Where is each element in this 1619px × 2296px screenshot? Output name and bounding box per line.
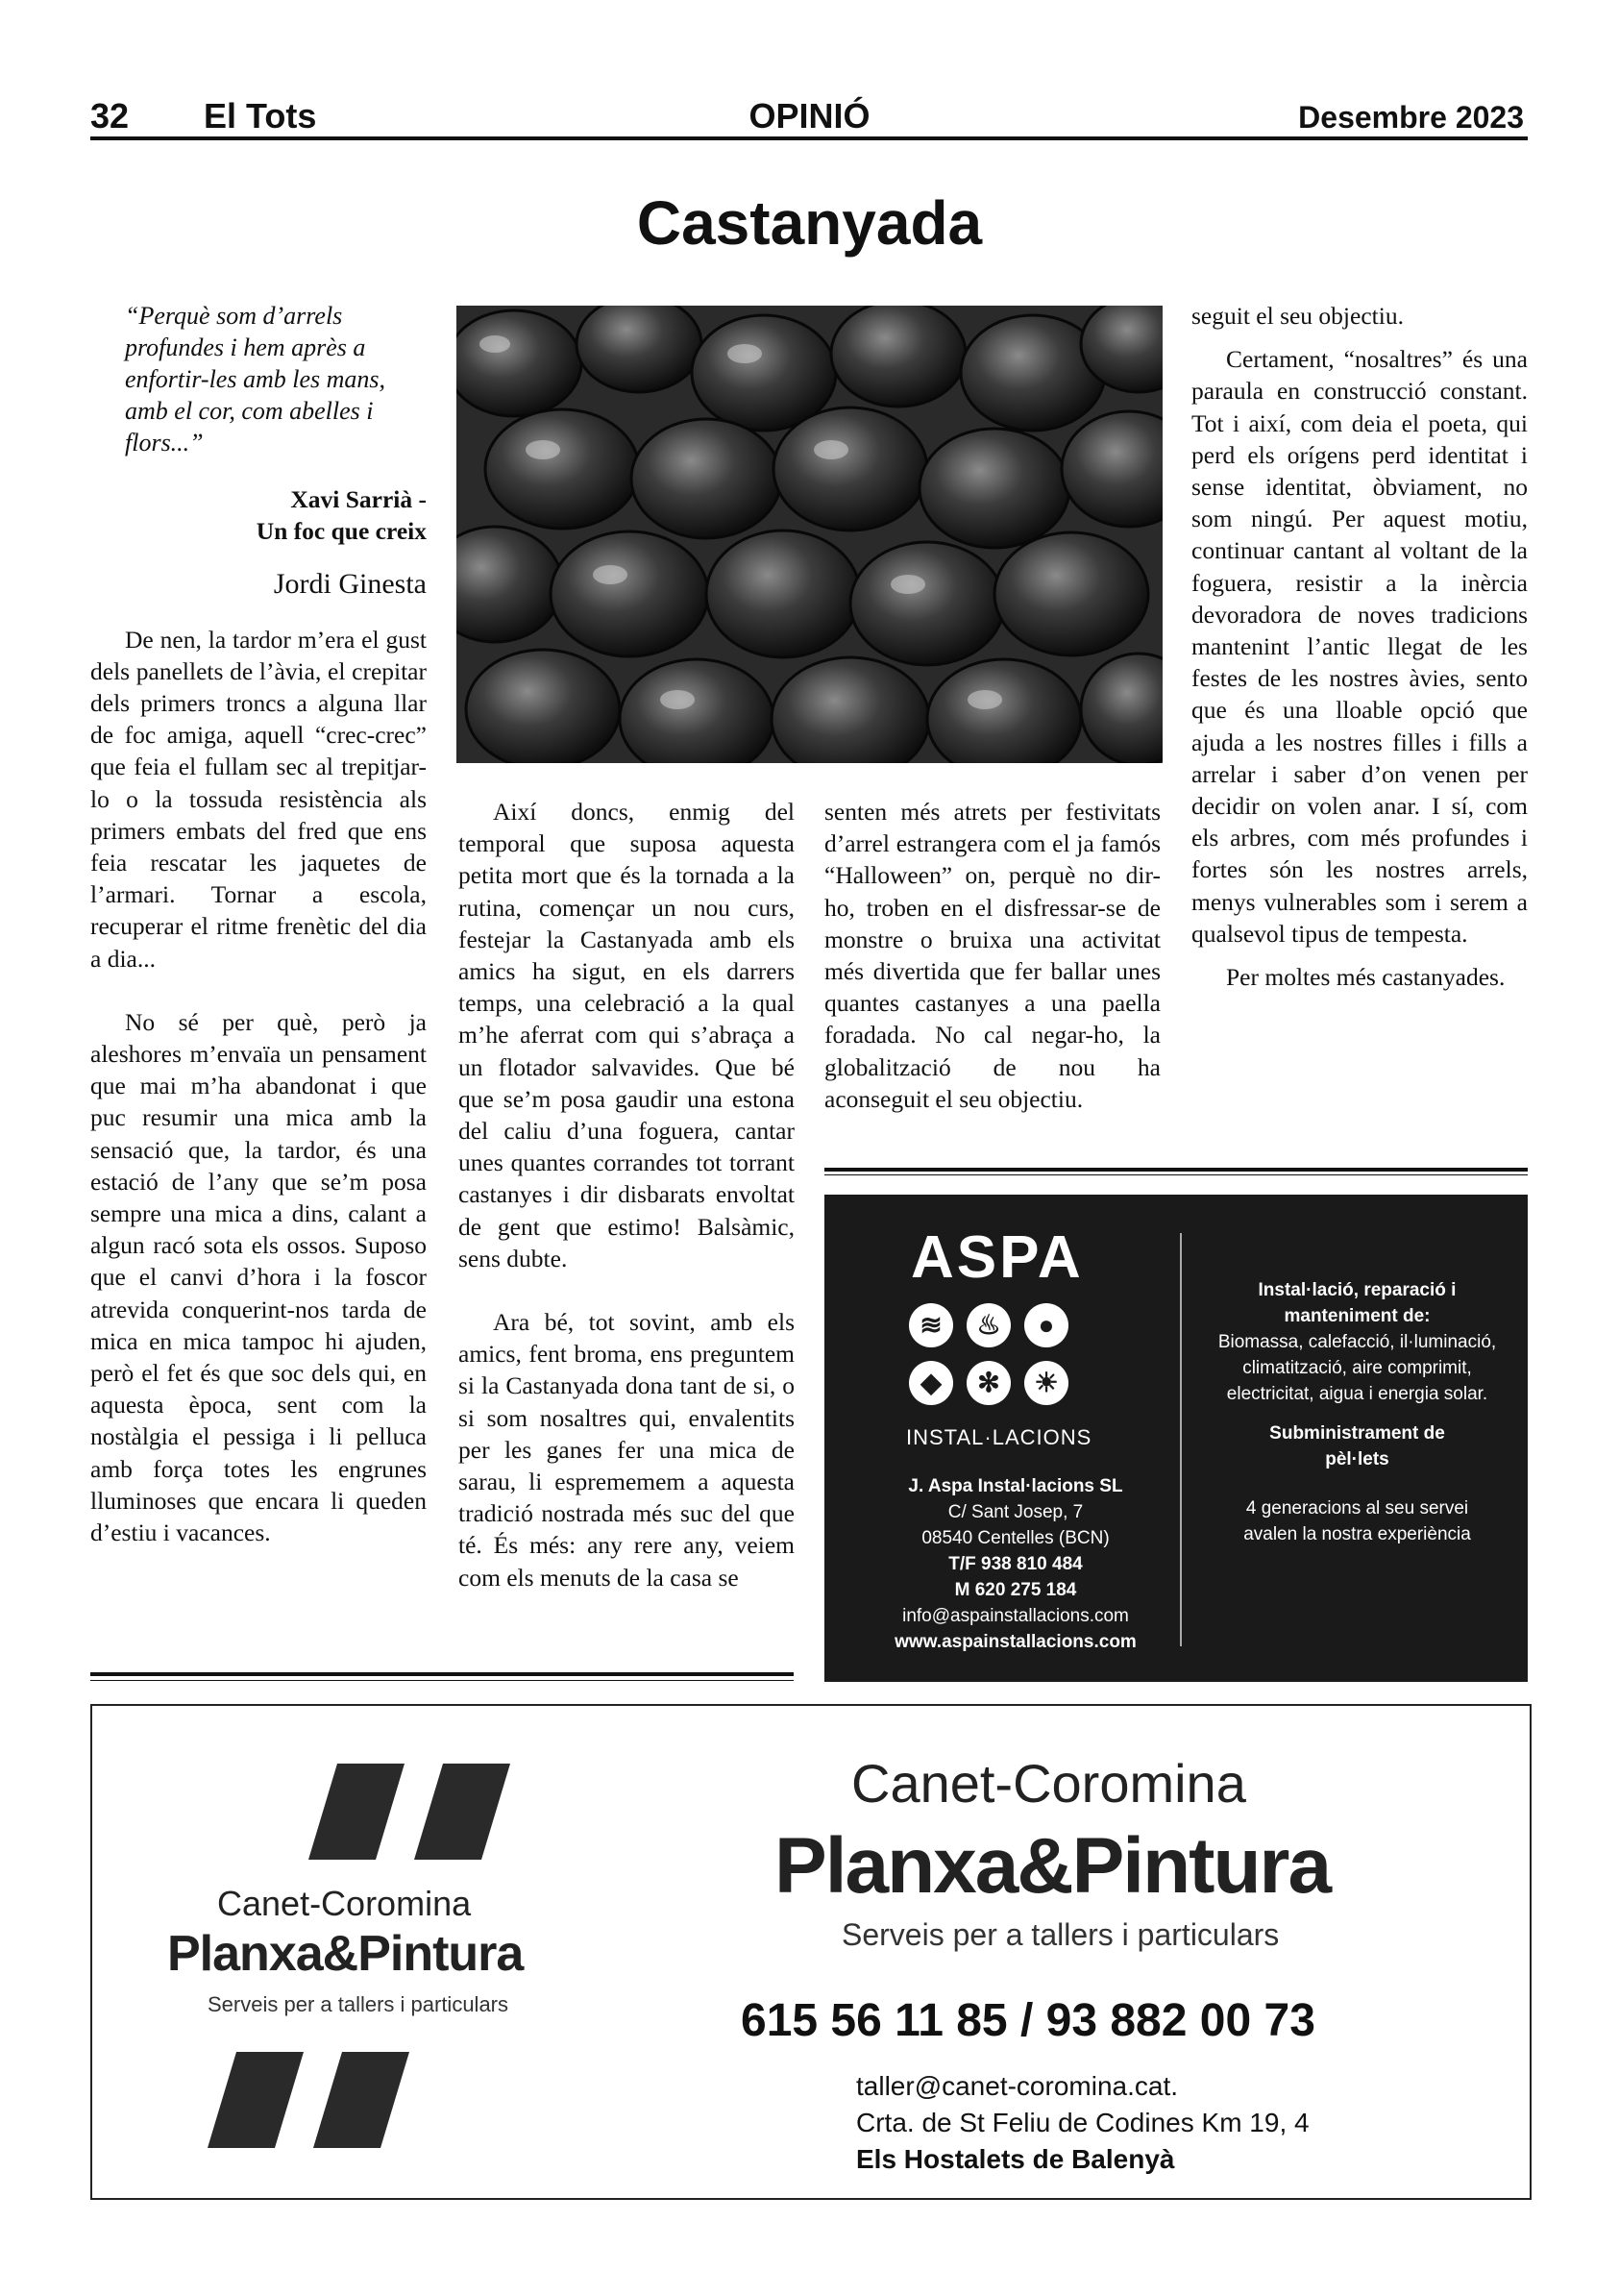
canet-address: Crta. de St Feliu de Codines Km 19, 4: [856, 2108, 1310, 2137]
stripes-icon: [308, 1764, 520, 1860]
paragraph: Certament, “nosaltres” és una paraula en construcció constant. Tot i així, com deia el poeta, qui perd els orígens perd identitat i sense identitat, òbviament, no som ningú. Per aquest motiu, continuar cantant al voltant de la foguera, resistir a la inèrcia devoradora de noves tradicions mantenint l’antic llegat de les festes de les nostres àvies, sento que és una lloable opció que ajuda a les nostres filles i fills a arrelar i saber d’on venen per decidir on volen anar. I sí, com els arbres, com més profundes i fortes són les nostres arrels, menys vulnerables som i serem a qualsevol tipus de tempesta.: [1191, 345, 1528, 948]
aspa-advertisement[interactable]: [824, 1195, 1528, 1682]
article-column-2: [458, 796, 795, 1625]
page-number: 32: [90, 96, 130, 136]
company-name: Canet-Coromina: [851, 1753, 1246, 1814]
article-title: Castanyada: [636, 188, 983, 258]
aspa-subtitle: INSTAL·LACIONS: [906, 1425, 1092, 1449]
aspa-mobile: M 620 275 184: [954, 1580, 1077, 1600]
article-column-4: [1191, 300, 1528, 1025]
aspa-divider: [1180, 1233, 1182, 1646]
canet-coromina-advertisement[interactable]: [90, 1704, 1532, 2200]
aspa-phone: T/F 938 810 484: [948, 1554, 1083, 1574]
flame-icon: ♨: [967, 1303, 1011, 1347]
aspa-contact: [842, 1473, 1190, 1655]
section-rule: [90, 1672, 794, 1676]
byline: Jordi Ginesta: [273, 568, 427, 601]
small-brand: Planxa&Pintura: [167, 1926, 524, 1982]
aspa-icons-row-1: [909, 1303, 1068, 1347]
section-rule-thin: [90, 1680, 794, 1681]
column-rule-thin: [824, 1174, 1528, 1175]
epigraph-author: Xavi Sarrià -: [290, 485, 427, 513]
paragraph: Així doncs, enmig del temporal que suposa aquesta petita mort que és la tornada a la rutina, començar un nou curs, festejar la Castanyada amb els amics ha sigut, en els darrers temps, una celebració a la qual m’he aferrat com qui s’abraça a un flotador salvavides. Que bé que se’m posa gaudir una estona del caliu d’una foguera, cantar unes quantes corrandes tot torrant castanyes i dir disbarats envoltat de gent que estimo! Balsàmic, sens dubte.: [458, 798, 795, 1272]
water-drop-icon: ◆: [909, 1361, 953, 1405]
article-column-1: [90, 300, 427, 1580]
small-tagline: Serveis per a tallers i particulars: [208, 1992, 509, 2016]
canet-town: Els Hostalets de Balenyà: [856, 2144, 1175, 2174]
paragraph: No sé per què, però ja aleshores m’envaïa un pensament que mai m’ha abandonat i que puc resumir una mica amb la sensació que, la tardor, és una estació de l’any que se’m posa sempre una mica a dins, calant a algun racó sota els ossos. Suposo que el canvi d’hora i la foscor atrevida conquerint-nos tarda de mica en mica tampoc hi ajuden, però el fet és que soc dels qui, en aquesta època, sent com la nostàlgia el pessiga i li pelluca amb força totes les engrunes lluminoses que encara li queden d’estiu i vacances.: [90, 1007, 427, 1547]
epigraph-text: “Perquè som d’arrels profundes i hem après a enfortir-les amb les mans, amb el cor, com abelles i flors...”: [125, 302, 386, 457]
canet-email[interactable]: taller@canet-coromina.cat.: [856, 2071, 1179, 2101]
aspa-supply-title: Subministrament de pèl·lets: [1269, 1423, 1445, 1469]
paragraph: seguit el seu objectiu.: [1191, 302, 1404, 330]
paragraph: De nen, la tardor m’era el gust dels panellets de l’àvia, el crepitar dels primers troncs a alguna llar de foc amiga, aquell “crec-crec” que feia el fullam sec al trepitjar-lo o la tossuda resistència als primers embats del fred que ens feia rescatar les jaquetes de l’armari. Tornar a escola, recuperar el ritme frenètic del dia a dia...: [90, 625, 427, 973]
epigraph-source: Un foc que creix: [256, 517, 427, 546]
small-company-name: Canet-Coromina: [217, 1884, 472, 1923]
brand-tagline: Serveis per a tallers i particulars: [842, 1917, 1280, 1952]
brand-name: Planxa&Pintura: [774, 1822, 1331, 1910]
aspa-services-list: Biomassa, calefacció, il·luminació, climatització, aire comprimit, electricitat, aigua i energia solar.: [1217, 1332, 1497, 1404]
header-rule: [90, 136, 1528, 140]
aspa-services-title: Instal·lació, reparació i manteniment de:: [1258, 1280, 1457, 1326]
article-column-3: [824, 796, 1161, 1147]
chestnuts-photo: [456, 306, 1163, 763]
aspa-icons-row-2: [909, 1361, 1068, 1405]
paragraph: Ara bé, tot sovint, amb els amics, fent broma, ens preguntem si la Castanyada dona tant de si, o si som nosaltres qui, envalentits per les ganes fer una mica de sarau, li esprememem a aquesta tradició nostrada més suc del que té. És més: any rere any, veiem com els menuts de la casa se: [458, 1308, 795, 1592]
column-rule: [824, 1168, 1528, 1172]
issue-date: Desembre 2023: [1298, 100, 1524, 135]
aspa-address-2: 08540 Centelles (BCN): [921, 1528, 1110, 1548]
stripes-logo-top: [308, 1764, 520, 1864]
section-name: OPINIÓ: [748, 96, 871, 136]
aspa-website[interactable]: www.aspainstallacions.com: [895, 1632, 1137, 1652]
lightbulb-icon: ●: [1024, 1303, 1068, 1347]
aspa-services: [1201, 1277, 1513, 1547]
paragraph: Per moltes més castanyades.: [1226, 963, 1506, 992]
phone-numbers[interactable]: 615 56 11 85 / 93 882 00 73: [741, 1995, 1315, 2046]
publication-name: El Tots: [204, 96, 317, 136]
stripes-logo-bottom: [208, 2052, 419, 2153]
aspa-logo-text: ASPA: [911, 1224, 1084, 1291]
paragraph: senten més atrets per festivitats d’arrel estrangera com el ja famós “Halloween” on, perquè no dir-ho, troben en el disfressar-se de monstre o bruixa una activitat més divertida que fer ballar unes quantes castanyes a una paella foradada. No cal negar-ho, la globalització de nou ha aconseguit el seu objectiu.: [824, 798, 1161, 1113]
aspa-email[interactable]: info@aspainstallacions.com: [902, 1606, 1129, 1626]
aspa-company: J. Aspa Instal·lacions SL: [908, 1476, 1123, 1496]
sun-icon: ☀: [1024, 1361, 1068, 1405]
stripes-icon: [208, 2052, 419, 2148]
aspa-tagline: 4 generacions al seu servei avalen la nostra experiència: [1243, 1498, 1471, 1544]
aspa-address-1: C/ Sant Josep, 7: [947, 1502, 1084, 1522]
snowflake-icon: ✻: [967, 1361, 1011, 1405]
heating-icon: ≋: [909, 1303, 953, 1347]
chestnuts-image: [456, 306, 1163, 763]
